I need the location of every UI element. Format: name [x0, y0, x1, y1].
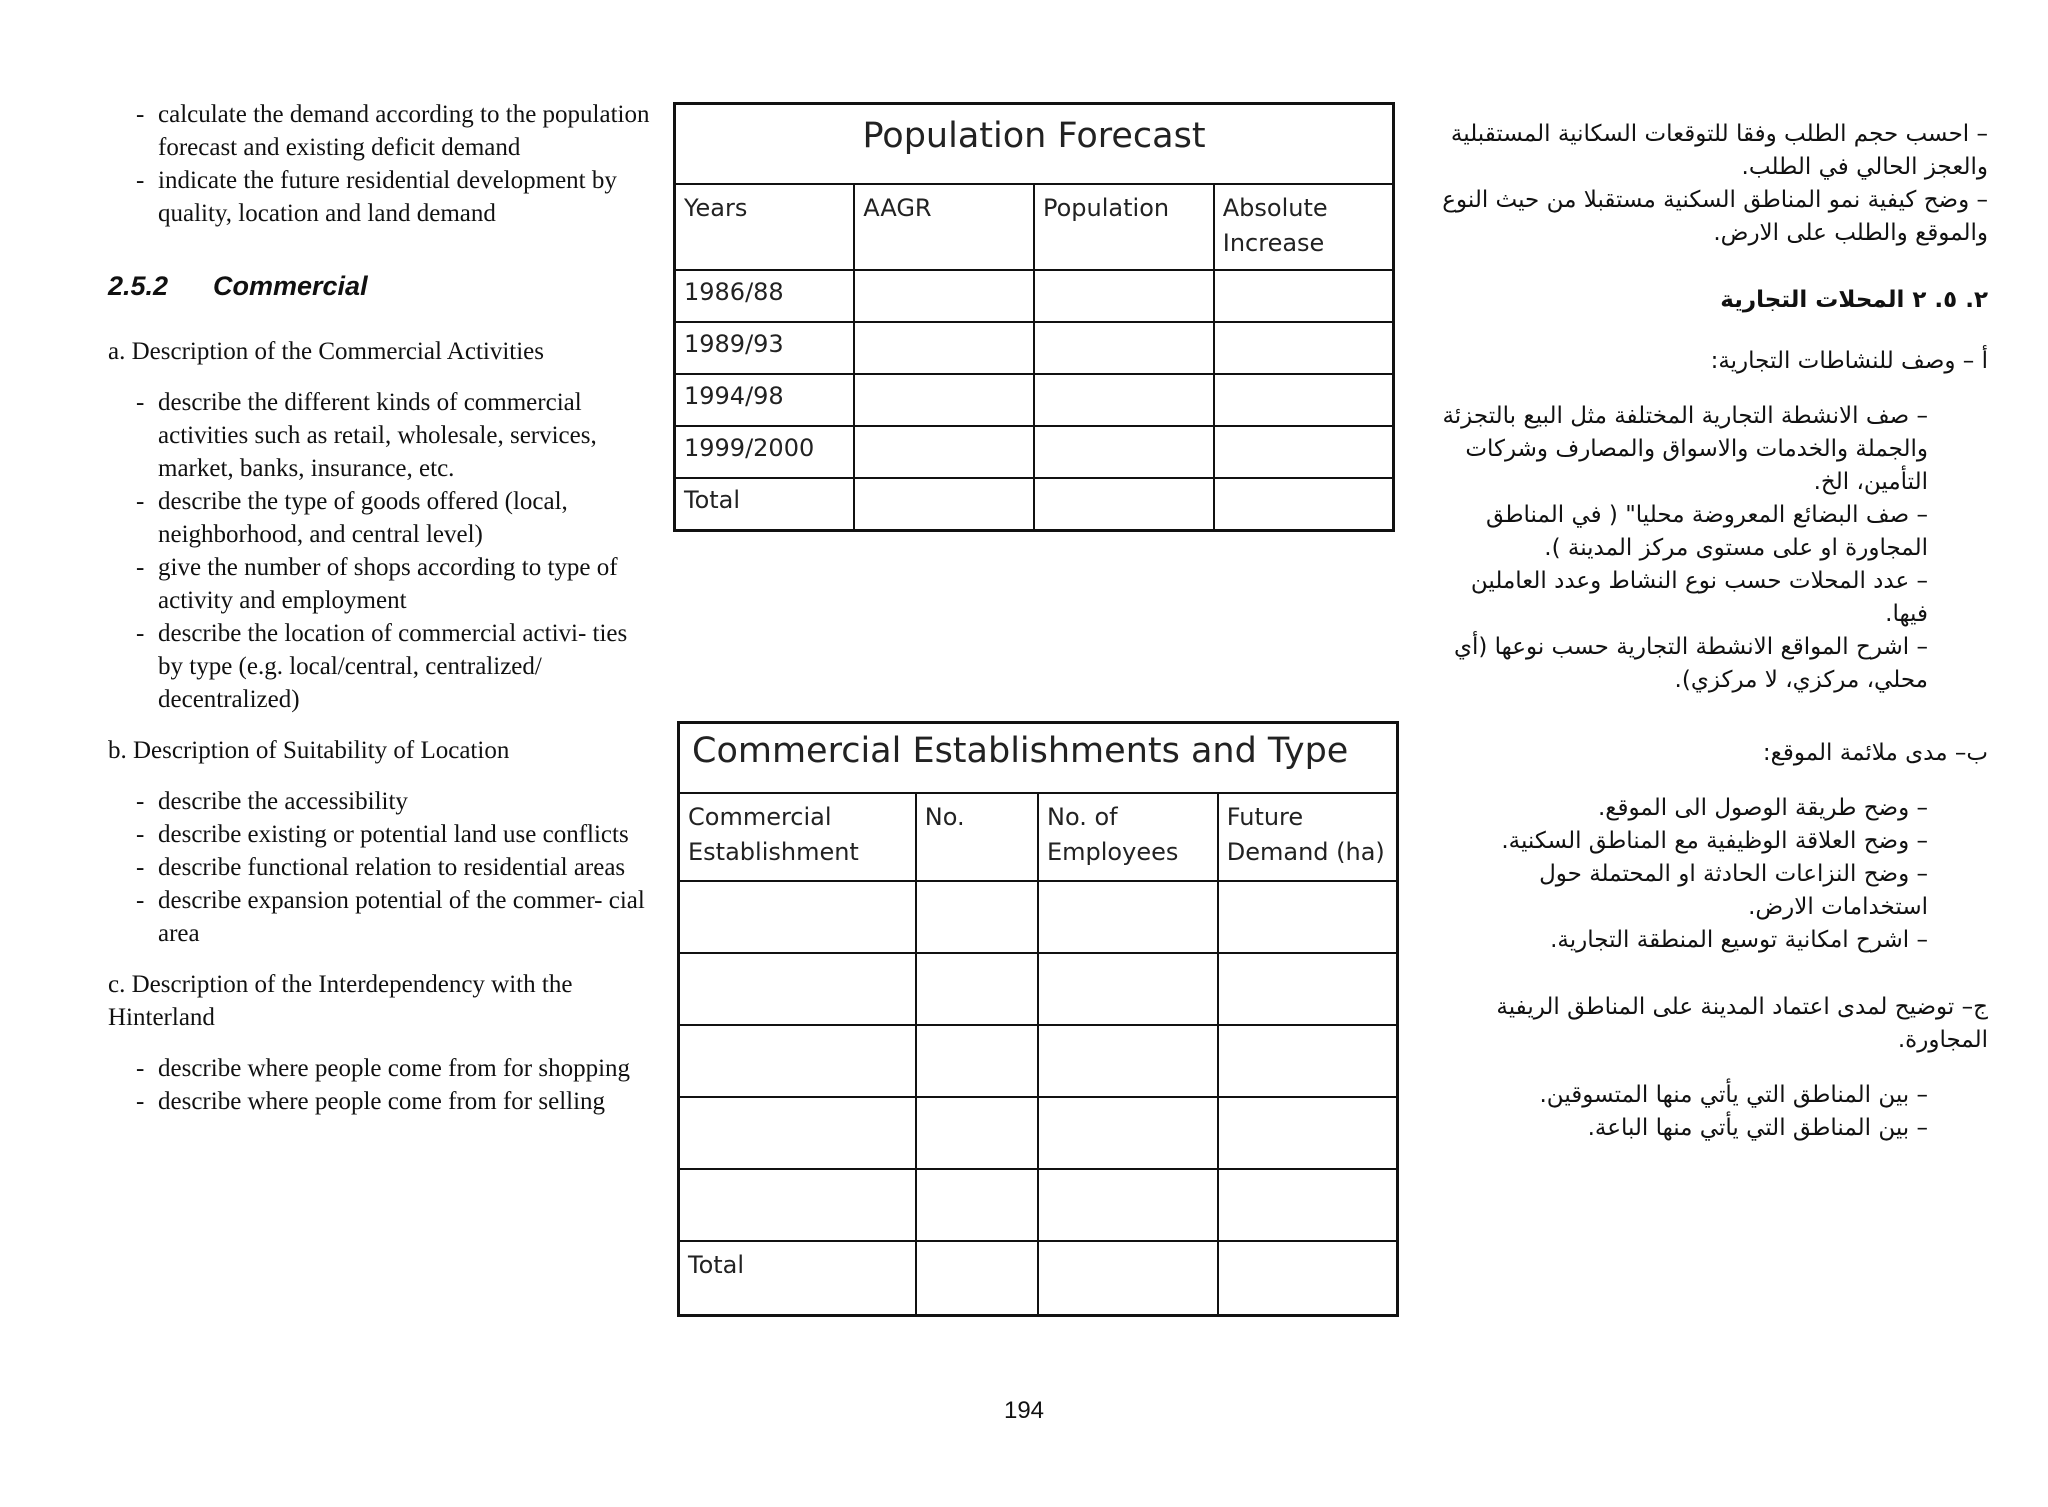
- empty-cell[interactable]: [916, 1241, 1038, 1316]
- list-item: - describe existing or potential land use conflicts: [108, 818, 653, 851]
- arabic-intro-item: – احسب حجم الطلب وفقا للتوقعات السكانية المستقبلية والعجز الحالي في الطلب.: [1450, 121, 1988, 180]
- empty-cell[interactable]: [1034, 270, 1214, 322]
- empty-cell[interactable]: [1038, 1097, 1218, 1169]
- empty-cell[interactable]: [679, 881, 916, 953]
- arabic-b-list: [1428, 792, 1988, 957]
- empty-cell[interactable]: [1218, 953, 1398, 1025]
- table-title: Population Forecast: [675, 104, 1394, 185]
- column-header: Population: [1034, 184, 1214, 270]
- table-row: [679, 953, 1398, 1025]
- column-header: Absolute Increase: [1214, 184, 1394, 270]
- row-label: 1989/93: [675, 322, 855, 374]
- arabic-a-list: [1428, 400, 1988, 697]
- subheading-a: a. Description of the Commercial Activities: [108, 338, 544, 365]
- empty-cell[interactable]: [1214, 374, 1394, 426]
- empty-cell[interactable]: [1218, 1097, 1398, 1169]
- column-header: AAGR: [854, 184, 1034, 270]
- arabic-intro-item: – وضح كيفية نمو المناطق السكنية مستقبلا من حيث النوع والموقع والطلب على الارض.: [1442, 187, 1988, 246]
- page-number: 194: [1003, 1397, 1045, 1424]
- list-item: – صف البضائع المعروضة محليا" ( في المناطق المجاورة او على مستوى مركز المدينة ).: [1486, 502, 1928, 561]
- table-row: [679, 1241, 1398, 1316]
- empty-cell[interactable]: [1038, 881, 1218, 953]
- list-item: - indicate the future residential development by quality, location and land demand: [108, 164, 653, 230]
- table-row: [679, 881, 1398, 953]
- empty-cell[interactable]: [1214, 426, 1394, 478]
- empty-cell[interactable]: [854, 478, 1034, 531]
- section-number: 2.5.2: [108, 271, 169, 301]
- list-item: - give the number of shops according to type of activity and employment: [108, 551, 653, 617]
- empty-cell[interactable]: [1218, 881, 1398, 953]
- commercial-establishments-table: [677, 721, 1399, 1317]
- list-item: – وضح النزاعات الحادثة او المحتملة حول استخدامات الارض.: [1539, 861, 1928, 920]
- empty-cell[interactable]: [1034, 426, 1214, 478]
- row-label: 1986/88: [675, 270, 855, 322]
- section-title: Commercial: [213, 271, 368, 301]
- list-item: - describe where people come from for selling: [108, 1085, 653, 1118]
- list-item: - describe functional relation to residential areas: [108, 851, 653, 884]
- list-item: – صف الانشطة التجارية المختلفة مثل البيع بالتجزئة والجملة والخدمات والاسواق والمصارف وشركات التأمين، الخ.: [1442, 403, 1928, 495]
- empty-cell[interactable]: [916, 1025, 1038, 1097]
- c-bullet-list: [108, 1052, 653, 1118]
- empty-cell[interactable]: [916, 1097, 1038, 1169]
- table-row: [675, 374, 1394, 426]
- empty-cell[interactable]: [1034, 478, 1214, 531]
- list-item: – اشرح امكانية توسيع المنطقة التجارية.: [1550, 927, 1928, 953]
- empty-cell[interactable]: [1214, 270, 1394, 322]
- empty-cell[interactable]: [1034, 374, 1214, 426]
- column-header: Commercial Establishment: [679, 793, 916, 881]
- empty-cell[interactable]: [1218, 1169, 1398, 1241]
- table-row: [675, 270, 1394, 322]
- list-item: – وضح العلاقة الوظيفية مع المناطق السكنية.: [1501, 828, 1928, 854]
- empty-cell[interactable]: [1218, 1241, 1398, 1316]
- table-row: [675, 322, 1394, 374]
- empty-cell[interactable]: [854, 374, 1034, 426]
- empty-cell[interactable]: [854, 270, 1034, 322]
- empty-cell[interactable]: [916, 881, 1038, 953]
- subheading-c: c. Description of the Interdependency with the Hinterland: [108, 971, 573, 1031]
- row-label: 1999/2000: [675, 426, 855, 478]
- empty-cell[interactable]: [679, 1169, 916, 1241]
- empty-cell[interactable]: [679, 1025, 916, 1097]
- table-header-row: [679, 793, 1398, 881]
- empty-cell[interactable]: [1038, 953, 1218, 1025]
- empty-cell[interactable]: [1038, 1241, 1218, 1316]
- arabic-subheading-b: ب– مدى ملائمة الموقع:: [1762, 740, 1988, 766]
- row-label: Total: [679, 1241, 916, 1316]
- table-title: Commercial Establishments and Type: [679, 723, 1398, 794]
- table-row: [679, 1025, 1398, 1097]
- empty-cell[interactable]: [916, 953, 1038, 1025]
- empty-cell[interactable]: [1038, 1169, 1218, 1241]
- list-item: – وضح طريقة الوصول الى الموقع.: [1598, 795, 1928, 821]
- arabic-c-list: [1428, 1079, 1988, 1145]
- table-row: [679, 1169, 1398, 1241]
- arabic-section-heading: ٢. ٥. ٢ المحلات التجارية: [1720, 287, 1988, 313]
- list-item: - describe the accessibility: [108, 785, 653, 818]
- list-item: - calculate the demand according to the population forecast and existing deficit demand: [108, 98, 653, 164]
- empty-cell[interactable]: [679, 953, 916, 1025]
- list-item: – عدد المحلات حسب نوع النشاط وعدد العاملين فيها.: [1470, 568, 1928, 627]
- table-row: [675, 426, 1394, 478]
- list-item: – اشرح المواقع الانشطة التجارية حسب نوعها (أي محلي، مركزي، لا مركزي).: [1453, 634, 1928, 693]
- empty-cell[interactable]: [854, 322, 1034, 374]
- row-label: 1994/98: [675, 374, 855, 426]
- row-label: Total: [675, 478, 855, 531]
- arabic-text-column: [1428, 118, 1988, 1145]
- subheading-b: b. Description of Suitability of Location: [108, 737, 510, 764]
- empty-cell[interactable]: [1038, 1025, 1218, 1097]
- arabic-subheading-c: ج– توضيح لمدى اعتماد المدينة على المناطق الريفية المجاورة.: [1496, 994, 1988, 1053]
- empty-cell[interactable]: [1214, 322, 1394, 374]
- list-item: - describe the location of commercial activi- ties by type (e.g. local/central, centralized/ decentralized): [108, 617, 653, 716]
- list-item: - describe expansion potential of the commer- cial area: [108, 884, 653, 950]
- column-header: Future Demand (ha): [1218, 793, 1398, 881]
- empty-cell[interactable]: [916, 1169, 1038, 1241]
- column-header: No. of Employees: [1038, 793, 1218, 881]
- list-item: - describe the different kinds of commercial activities such as retail, wholesale, services, market, banks, insurance, etc.: [108, 386, 653, 485]
- list-item: - describe the type of goods offered (local, neighborhood, and central level): [108, 485, 653, 551]
- empty-cell[interactable]: [679, 1097, 916, 1169]
- population-forecast-table: [673, 102, 1395, 532]
- table-header-row: [675, 184, 1394, 270]
- english-text-column: [108, 98, 653, 1118]
- section-heading: [108, 270, 653, 303]
- a-bullet-list: [108, 386, 653, 716]
- arabic-subheading-a: أ – وصف للنشاطات التجارية:: [1710, 348, 1988, 374]
- empty-cell[interactable]: [1218, 1025, 1398, 1097]
- column-header: No.: [916, 793, 1038, 881]
- empty-cell[interactable]: [1034, 322, 1214, 374]
- intro-bullet-list: [108, 98, 653, 230]
- table-row: [679, 1097, 1398, 1169]
- list-item: – بين المناطق التي يأتي منها المتسوقين.: [1539, 1082, 1928, 1108]
- empty-cell[interactable]: [854, 426, 1034, 478]
- b-bullet-list: [108, 785, 653, 950]
- column-header: Years: [675, 184, 855, 270]
- list-item: - describe where people come from for shopping: [108, 1052, 653, 1085]
- list-item: – بين المناطق التي يأتي منها الباعة.: [1587, 1115, 1928, 1141]
- empty-cell[interactable]: [1214, 478, 1394, 531]
- table-row: [675, 478, 1394, 531]
